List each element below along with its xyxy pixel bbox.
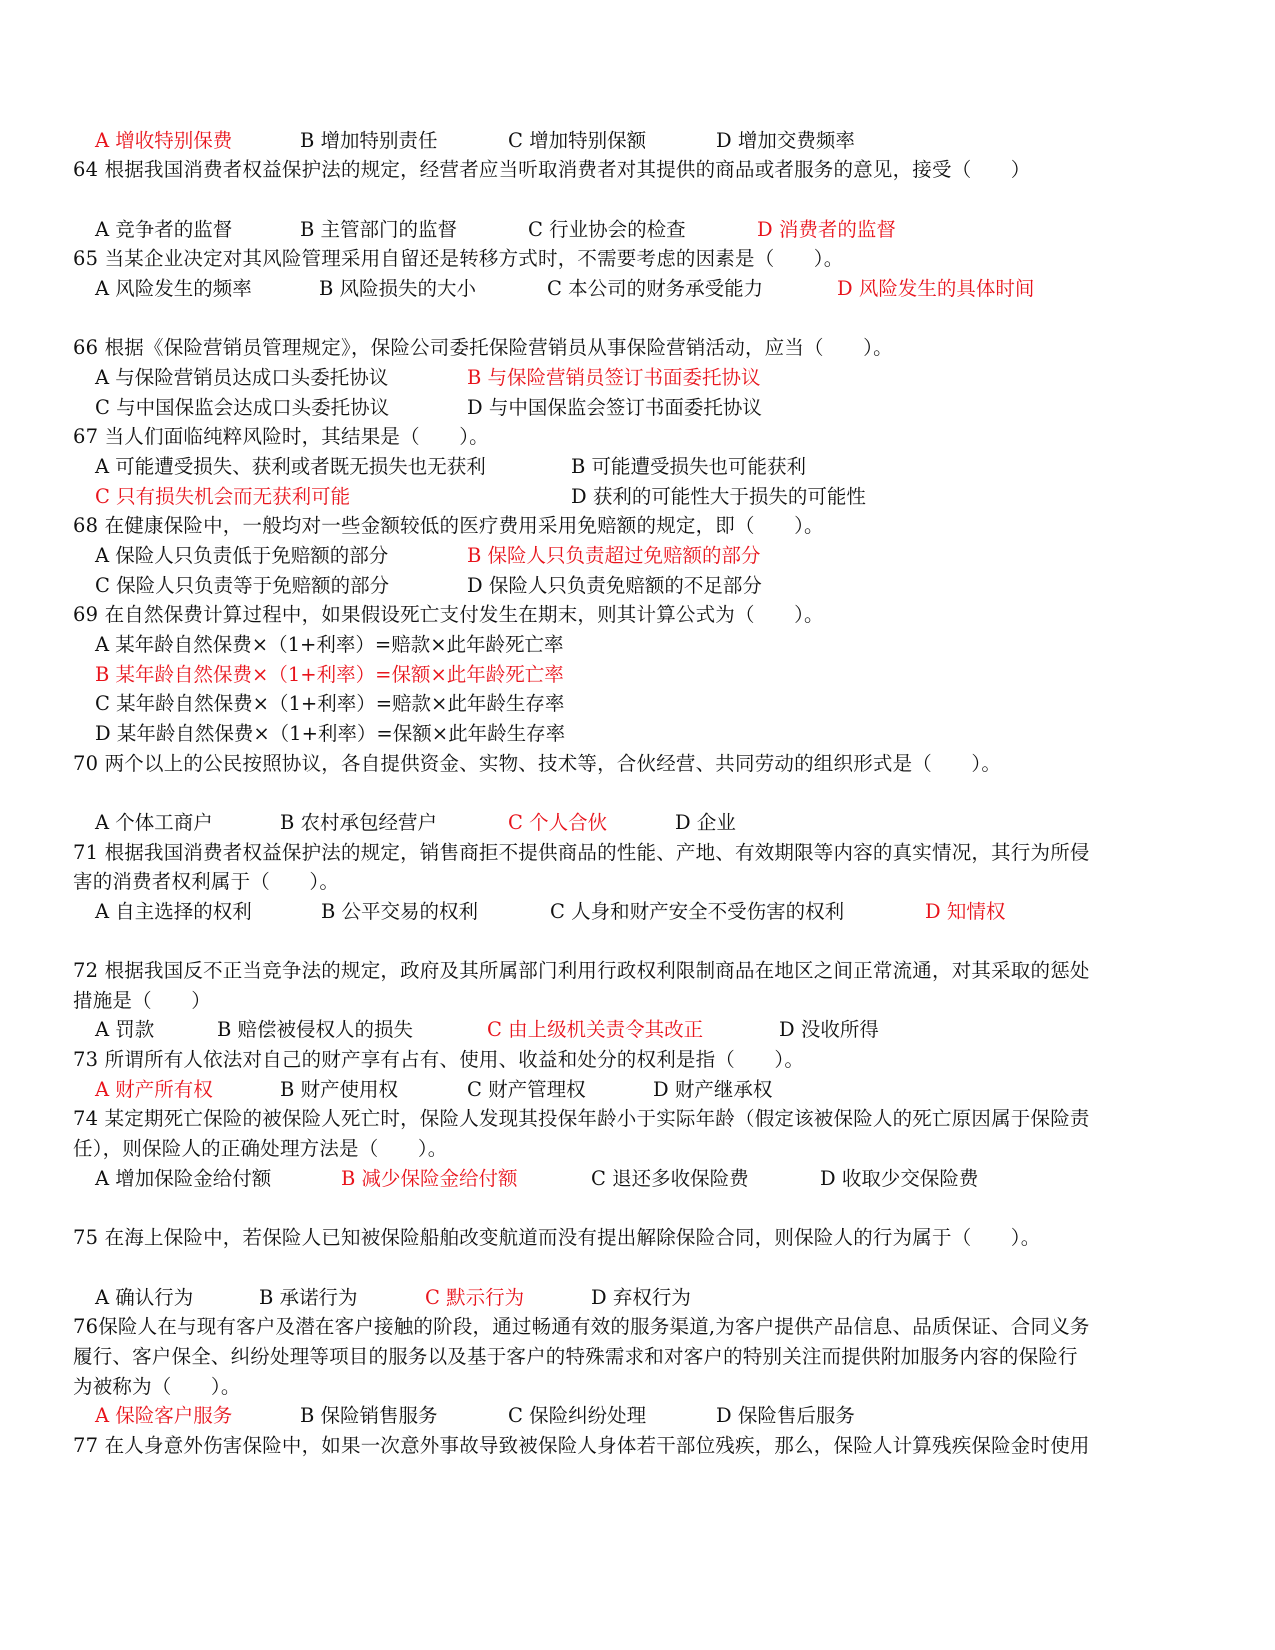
answer-option: A 保险人只负责低于免赔额的部分 (95, 544, 389, 567)
answer-option: B 增加特别责任 (300, 129, 438, 152)
answer-option: C 某年龄自然保费×（1+利率）=赔款×此年龄生存率 (95, 692, 565, 715)
question-text: 65 当某企业决定对其风险管理采用自留还是转移方式时，不需要考虑的因素是（ ）。 (73, 247, 844, 270)
answer-option: D 增加交费频率 (716, 129, 855, 152)
answer-option: B 财产使用权 (280, 1078, 399, 1101)
question-text: 68 在健康保险中，一般均对一些金额较低的医疗费用采用免赔额的规定，即（ ）。 (73, 514, 824, 537)
correct-answer-option: A 增收特别保费 (95, 129, 233, 152)
correct-answer-option: D 知情权 (925, 900, 1006, 923)
correct-answer-option: C 个人合伙 (508, 811, 608, 834)
answer-option: B 赔偿被侵权人的损失 (217, 1018, 414, 1041)
correct-answer-option: B 保险人只负责超过免赔额的部分 (467, 544, 761, 567)
question-text: 67 当人们面临纯粹风险时，其结果是（ ）。 (73, 425, 489, 448)
answer-option: D 保险售后服务 (716, 1404, 855, 1427)
answer-option: A 自主选择的权利 (95, 900, 252, 923)
question-text: 76保险人在与现有客户及潜在客户接触的阶段，通过畅通有效的服务渠道,为客户提供产品信息、品质保证、合同义务 (73, 1315, 1090, 1338)
answer-option: B 风险损失的大小 (319, 277, 477, 300)
answer-option: C 保险纠纷处理 (508, 1404, 647, 1427)
answer-option: A 罚款 (95, 1018, 155, 1041)
answer-option: D 与中国保监会签订书面委托协议 (467, 396, 762, 419)
answer-option: D 某年龄自然保费×（1+利率）=保额×此年龄生存率 (95, 722, 566, 745)
question-text: 履行、客户保全、纠纷处理等项目的服务以及基于客户的特殊需求和对客户的特别关注而提供附加服务内容的保险行 (73, 1345, 1078, 1368)
question-text: 措施是（ ） (73, 989, 211, 1012)
answer-option: D 没收所得 (779, 1018, 879, 1041)
answer-option: B 可能遭受损失也可能获利 (571, 455, 807, 478)
answer-option: A 增加保险金给付额 (95, 1167, 272, 1190)
answer-option: D 收取少交保险费 (820, 1167, 979, 1190)
correct-answer-option: A 财产所有权 (95, 1078, 213, 1101)
question-text: 71 根据我国消费者权益保护法的规定，销售商拒不提供商品的性能、产地、有效期限等内容的真实情况，其行为所侵 (73, 841, 1090, 864)
correct-answer-option: D 消费者的监督 (757, 218, 896, 241)
question-text: 72 根据我国反不正当竞争法的规定，政府及其所属部门利用行政权利限制商品在地区之间正常流通，对其采取的惩处 (73, 959, 1090, 982)
answer-option: A 可能遭受损失、获利或者既无损失也无获利 (95, 455, 486, 478)
question-text: 74 某定期死亡保险的被保险人死亡时，保险人发现其投保年龄小于实际年龄（假定该被保险人的死亡原因属于保险责 (73, 1107, 1090, 1130)
answer-option: C 行业协会的检查 (528, 218, 686, 241)
correct-answer-option: A 保险客户服务 (95, 1404, 233, 1427)
question-text: 为被称为（ ）。 (73, 1375, 241, 1398)
answer-option: C 与中国保监会达成口头委托协议 (95, 396, 390, 419)
question-text: 66 根据《保险营销员管理规定》，保险公司委托保险营销员从事保险营销活动，应当（ ）。 (73, 336, 893, 359)
answer-option: A 个体工商户 (95, 811, 213, 834)
correct-answer-option: C 由上级机关责令其改正 (487, 1018, 704, 1041)
answer-option: C 人身和财产安全不受伤害的权利 (550, 900, 845, 923)
answer-option: A 风险发生的频率 (95, 277, 252, 300)
correct-answer-option: B 减少保险金给付额 (341, 1167, 518, 1190)
question-text: 77 在人身意外伤害保险中，如果一次意外事故导致被保险人身体若干部位残疾，那么，保险人计算残疾保险金时使用 (73, 1434, 1090, 1457)
correct-answer-option: B 与保险营销员签订书面委托协议 (467, 366, 761, 389)
question-text: 任），则保险人的正确处理方法是（ ）。 (73, 1137, 448, 1160)
answer-option: A 确认行为 (95, 1286, 194, 1309)
answer-option: D 获利的可能性大于损失的可能性 (571, 485, 866, 508)
answer-option: C 保险人只负责等于免赔额的部分 (95, 574, 390, 597)
answer-option: C 退还多收保险费 (591, 1167, 749, 1190)
correct-answer-option: B 某年龄自然保费×（1+利率）=保额×此年龄死亡率 (95, 663, 564, 686)
question-text: 70 两个以上的公民按照协议，各自提供资金、实物、技术等，合伙经营、共同劳动的组织形式是（ ）。 (73, 752, 1002, 775)
correct-answer-option: D 风险发生的具体时间 (837, 277, 1035, 300)
answer-option: B 公平交易的权利 (321, 900, 479, 923)
answer-option: D 弃权行为 (591, 1286, 691, 1309)
correct-answer-option: C 只有损失机会而无获利可能 (95, 485, 351, 508)
answer-option: B 主管部门的监督 (300, 218, 458, 241)
answer-option: A 竞争者的监督 (95, 218, 233, 241)
answer-option: D 财产继承权 (653, 1078, 773, 1101)
answer-option: B 承诺行为 (259, 1286, 358, 1309)
answer-option: C 财产管理权 (467, 1078, 586, 1101)
answer-option: D 保险人只负责免赔额的不足部分 (467, 574, 762, 597)
answer-option: D 企业 (675, 811, 736, 834)
question-text: 害的消费者权利属于（ ）。 (73, 870, 340, 893)
answer-option: A 某年龄自然保费×（1+利率）=赔款×此年龄死亡率 (95, 633, 564, 656)
answer-option: B 保险销售服务 (300, 1404, 438, 1427)
question-text: 69 在自然保费计算过程中，如果假设死亡支付发生在期末，则其计算公式为（ ）。 (73, 603, 824, 626)
answer-option: C 增加特别保额 (508, 129, 647, 152)
question-text: 75 在海上保险中，若保险人已知被保险船舶改变航道而没有提出解除保险合同，则保险人的行为属于（ ）。 (73, 1226, 1041, 1249)
answer-option: C 本公司的财务承受能力 (547, 277, 764, 300)
answer-option: A 与保险营销员达成口头委托协议 (95, 366, 389, 389)
question-text: 64 根据我国消费者权益保护法的规定，经营者应当听取消费者对其提供的商品或者服务的意见，接受（ ） (73, 158, 1031, 181)
correct-answer-option: C 默示行为 (425, 1286, 525, 1309)
answer-option: B 农村承包经营户 (280, 811, 438, 834)
question-text: 73 所谓所有人依法对自己的财产享有占有、使用、收益和处分的权利是指（ ）。 (73, 1048, 805, 1071)
